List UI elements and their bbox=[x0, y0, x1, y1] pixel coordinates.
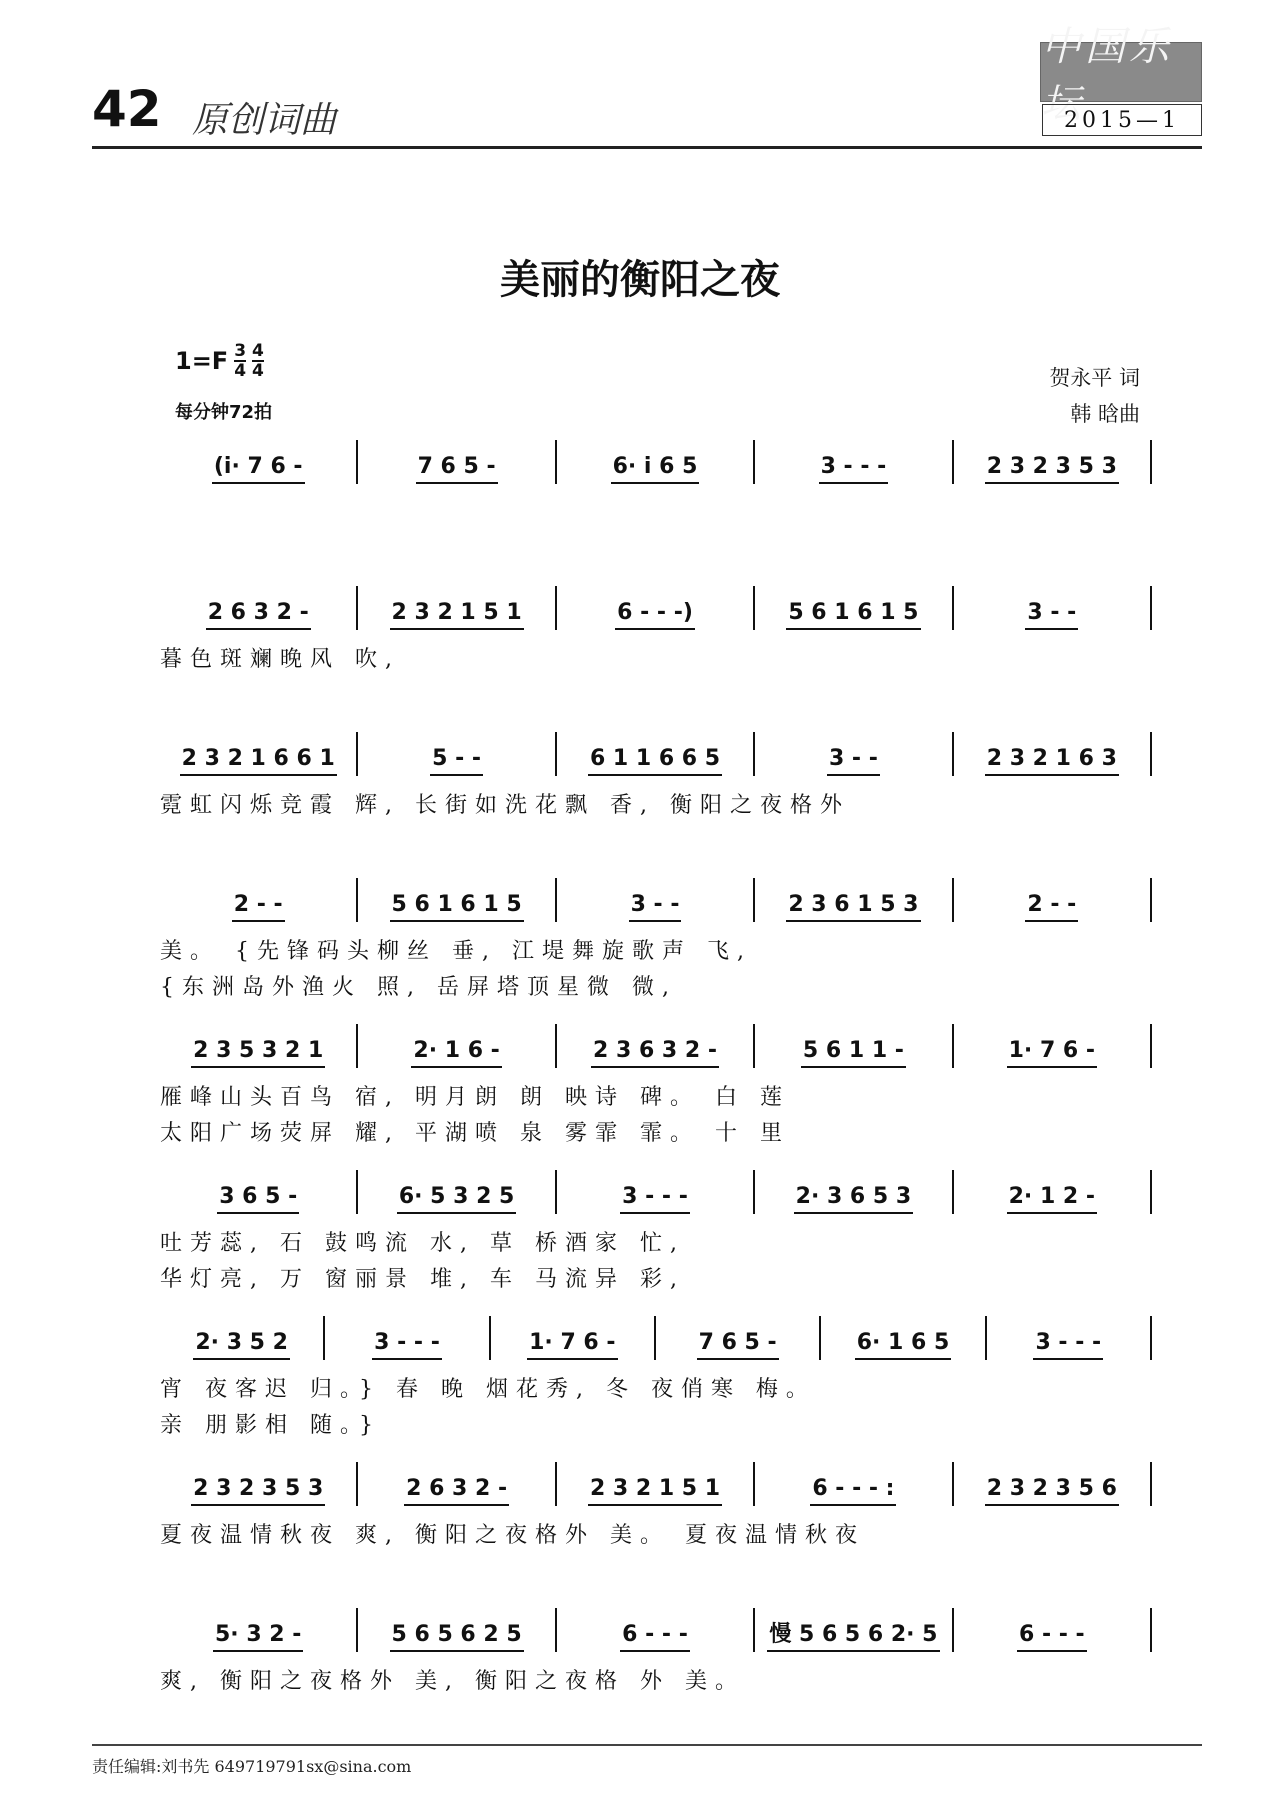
lyric-line: {东洲岛外渔火 照, 岳屏塔顶星微 微, bbox=[160, 975, 677, 1000]
measure bbox=[952, 1462, 1150, 1506]
notation-line bbox=[160, 1170, 1152, 1214]
score-system bbox=[160, 576, 1150, 722]
lyric-line: 爽, 衡阳之夜格外 美, 衡阳之夜格 外 美。 bbox=[160, 1669, 745, 1694]
measure-notes: 1· 7 6 - bbox=[1007, 1036, 1097, 1068]
measure bbox=[160, 440, 356, 484]
score-system bbox=[160, 430, 1150, 576]
measure bbox=[753, 878, 951, 922]
measure-notes: (i· 7 6 - bbox=[212, 452, 305, 484]
measure bbox=[160, 1316, 323, 1360]
measure bbox=[555, 732, 753, 776]
measure bbox=[356, 1170, 554, 1214]
measure-notes: 6 - - - bbox=[1017, 1620, 1087, 1652]
measure-notes: 3 - - - bbox=[819, 452, 889, 484]
measure bbox=[753, 1608, 951, 1652]
measure-notes: 2 3 2 1 6 3 bbox=[985, 744, 1119, 776]
page-number: 42 bbox=[92, 80, 162, 138]
measure bbox=[952, 586, 1150, 630]
measure bbox=[819, 1316, 984, 1360]
notation-line bbox=[160, 1608, 1152, 1652]
measure bbox=[160, 1462, 356, 1506]
lyric-line: 美。 {先锋码头柳丝 垂, 江堤舞旋歌声 飞, bbox=[160, 939, 752, 964]
measure bbox=[555, 878, 753, 922]
notation-line bbox=[160, 1316, 1152, 1360]
measure-notes: 3 - - bbox=[629, 890, 682, 922]
measure bbox=[753, 586, 951, 630]
measure-notes: 2 3 6 3 2 - bbox=[591, 1036, 719, 1068]
lyric-line: 暮色斑斓晚风 吹, bbox=[160, 647, 400, 672]
measure bbox=[952, 732, 1150, 776]
measure bbox=[356, 586, 554, 630]
score-system bbox=[160, 1598, 1150, 1744]
measure bbox=[356, 1462, 554, 1506]
score-system bbox=[160, 1306, 1150, 1452]
page-header bbox=[92, 24, 1202, 149]
measure bbox=[555, 1170, 753, 1214]
measure-notes: 2· 3 5 2 bbox=[193, 1328, 290, 1360]
composer-credit: 韩 晗曲 bbox=[1070, 402, 1140, 426]
measure-notes: 2 - - bbox=[232, 890, 285, 922]
lyric-line: 夏夜温情秋夜 爽, 衡阳之夜格外 美。 夏夜温情秋夜 bbox=[160, 1523, 865, 1548]
measure-notes: 6 - - - : bbox=[810, 1474, 896, 1506]
measure bbox=[654, 1316, 819, 1360]
measure-notes: 6· 5 3 2 5 bbox=[397, 1182, 517, 1214]
measure-notes: 1· 7 6 - bbox=[527, 1328, 617, 1360]
measure bbox=[753, 732, 951, 776]
measure bbox=[952, 1024, 1150, 1068]
notation-line bbox=[160, 1024, 1152, 1068]
measure bbox=[356, 878, 554, 922]
score-system bbox=[160, 1014, 1150, 1160]
measure-notes: 2 3 2 1 6 6 1 bbox=[180, 744, 337, 776]
measure-notes: 2 3 2 3 5 3 bbox=[191, 1474, 325, 1506]
lyric-line: 华灯亮, 万 窗丽景 堆, 车 马流异 彩, bbox=[160, 1267, 685, 1292]
score bbox=[160, 430, 1150, 1744]
measure bbox=[555, 1024, 753, 1068]
measure bbox=[555, 586, 753, 630]
measure-notes: 6 1 1 6 6 5 bbox=[588, 744, 722, 776]
measure bbox=[753, 1024, 951, 1068]
measure bbox=[160, 586, 356, 630]
measure-notes: 5 6 5 6 2 5 bbox=[390, 1620, 524, 1652]
measure bbox=[356, 440, 554, 484]
measure-notes: 2 3 6 1 5 3 bbox=[786, 890, 920, 922]
measure bbox=[160, 878, 356, 922]
measure-notes: 6 - - -) bbox=[615, 598, 695, 630]
score-system bbox=[160, 868, 1150, 1014]
score-system bbox=[160, 1452, 1150, 1598]
measure-notes: 慢 5 6 5 6 2· 5 bbox=[767, 1620, 939, 1652]
measure-notes: 2 3 2 1 5 1 bbox=[588, 1474, 722, 1506]
notation-line bbox=[160, 440, 1152, 484]
lyric-line: 宵 夜客迟 归。} 春 晚 烟花秀, 冬 夜俏寒 梅。 bbox=[160, 1377, 816, 1402]
measure bbox=[952, 440, 1150, 484]
section-title: 原创词曲 bbox=[192, 100, 337, 141]
notation-line bbox=[160, 732, 1152, 776]
measure-notes: 3 - - - bbox=[620, 1182, 690, 1214]
key-label: 1=F bbox=[175, 347, 229, 375]
lyric-line: 太阳广场荧屏 耀, 平湖喷 泉 雾霏 霏。 十 里 bbox=[160, 1121, 790, 1146]
measure-notes: 2 6 3 2 - bbox=[206, 598, 311, 630]
measure bbox=[555, 440, 753, 484]
measure-notes: 5 6 1 1 - bbox=[801, 1036, 906, 1068]
measure bbox=[356, 732, 554, 776]
footer-editor: 责任编辑:刘书先 649719791sx@sina.com bbox=[92, 1744, 1202, 1777]
lyric-line: 吐芳蕊, 石 鼓鸣流 水, 草 桥酒家 忙, bbox=[160, 1231, 685, 1256]
measure-notes: 3 - - bbox=[827, 744, 880, 776]
measure-notes: 5 6 1 6 1 5 bbox=[390, 890, 524, 922]
measure bbox=[160, 1024, 356, 1068]
measure-notes: 5 - - bbox=[430, 744, 483, 776]
measure bbox=[952, 1170, 1150, 1214]
measure-notes: 2 3 2 3 5 6 bbox=[985, 1474, 1119, 1506]
measure-notes: 2· 3 6 5 3 bbox=[794, 1182, 914, 1214]
lyric-line: 亲 朋影相 随。} bbox=[160, 1413, 381, 1438]
measure bbox=[753, 1170, 951, 1214]
score-system bbox=[160, 722, 1150, 868]
song-title: 美丽的衡阳之夜 bbox=[500, 256, 780, 303]
time-signature-a: $\frac{3}{4}$ bbox=[234, 341, 247, 381]
measure bbox=[356, 1024, 554, 1068]
measure bbox=[952, 1608, 1150, 1652]
measure bbox=[489, 1316, 654, 1360]
measure bbox=[160, 732, 356, 776]
measure-notes: 3 - - - bbox=[372, 1328, 442, 1360]
measure bbox=[160, 1170, 356, 1214]
notation-line bbox=[160, 1462, 1152, 1506]
measure-notes: 5· 3 2 - bbox=[213, 1620, 303, 1652]
measure-notes: 2 - - bbox=[1025, 890, 1078, 922]
credits bbox=[1049, 360, 1140, 432]
lyric-line: 霓虹闪烁竞霞 辉, 长街如洗花飘 香, 衡阳之夜格外 bbox=[160, 793, 850, 818]
measure-notes: 7 6 5 - bbox=[697, 1328, 779, 1360]
lyric-line: 雁峰山头百鸟 宿, 明月朗 朗 映诗 碑。 白 莲 bbox=[160, 1085, 790, 1110]
measure bbox=[952, 878, 1150, 922]
measure-notes: 6· 1 6 5 bbox=[855, 1328, 952, 1360]
measure-notes: 2 3 5 3 2 1 bbox=[191, 1036, 325, 1068]
measure-notes: 3 - - bbox=[1025, 598, 1078, 630]
issue-number: 2015—1 bbox=[1042, 104, 1202, 136]
measure-notes: 2 3 2 3 5 3 bbox=[985, 452, 1119, 484]
tempo-marking: 每分钟72拍 bbox=[175, 402, 273, 423]
measure-notes: 7 6 5 - bbox=[416, 452, 498, 484]
measure-notes: 3 6 5 - bbox=[217, 1182, 299, 1214]
measure bbox=[753, 1462, 951, 1506]
key-signature bbox=[175, 342, 264, 380]
measure bbox=[555, 1608, 753, 1652]
measure bbox=[356, 1608, 554, 1652]
measure-notes: 3 - - - bbox=[1033, 1328, 1103, 1360]
measure bbox=[555, 1462, 753, 1506]
notation-line bbox=[160, 878, 1152, 922]
lyricist-credit: 贺永平 词 bbox=[1049, 366, 1140, 390]
notation-line bbox=[160, 586, 1152, 630]
time-signature-b: $\frac{4}{4}$ bbox=[252, 341, 264, 381]
measure bbox=[985, 1316, 1150, 1360]
score-system bbox=[160, 1160, 1150, 1306]
measure-notes: 6· i 6 5 bbox=[611, 452, 700, 484]
measure bbox=[753, 440, 951, 484]
measure-notes: 2 6 3 2 - bbox=[404, 1474, 509, 1506]
measure bbox=[160, 1608, 356, 1652]
measure-notes: 2· 1 6 - bbox=[411, 1036, 501, 1068]
measure-notes: 5 6 1 6 1 5 bbox=[786, 598, 920, 630]
measure-notes: 2· 1 2 - bbox=[1007, 1182, 1097, 1214]
measure-notes: 6 - - - bbox=[620, 1620, 690, 1652]
measure bbox=[323, 1316, 488, 1360]
measure-notes: 2 3 2 1 5 1 bbox=[390, 598, 524, 630]
magazine-logo: 中国乐坛 bbox=[1040, 42, 1202, 102]
